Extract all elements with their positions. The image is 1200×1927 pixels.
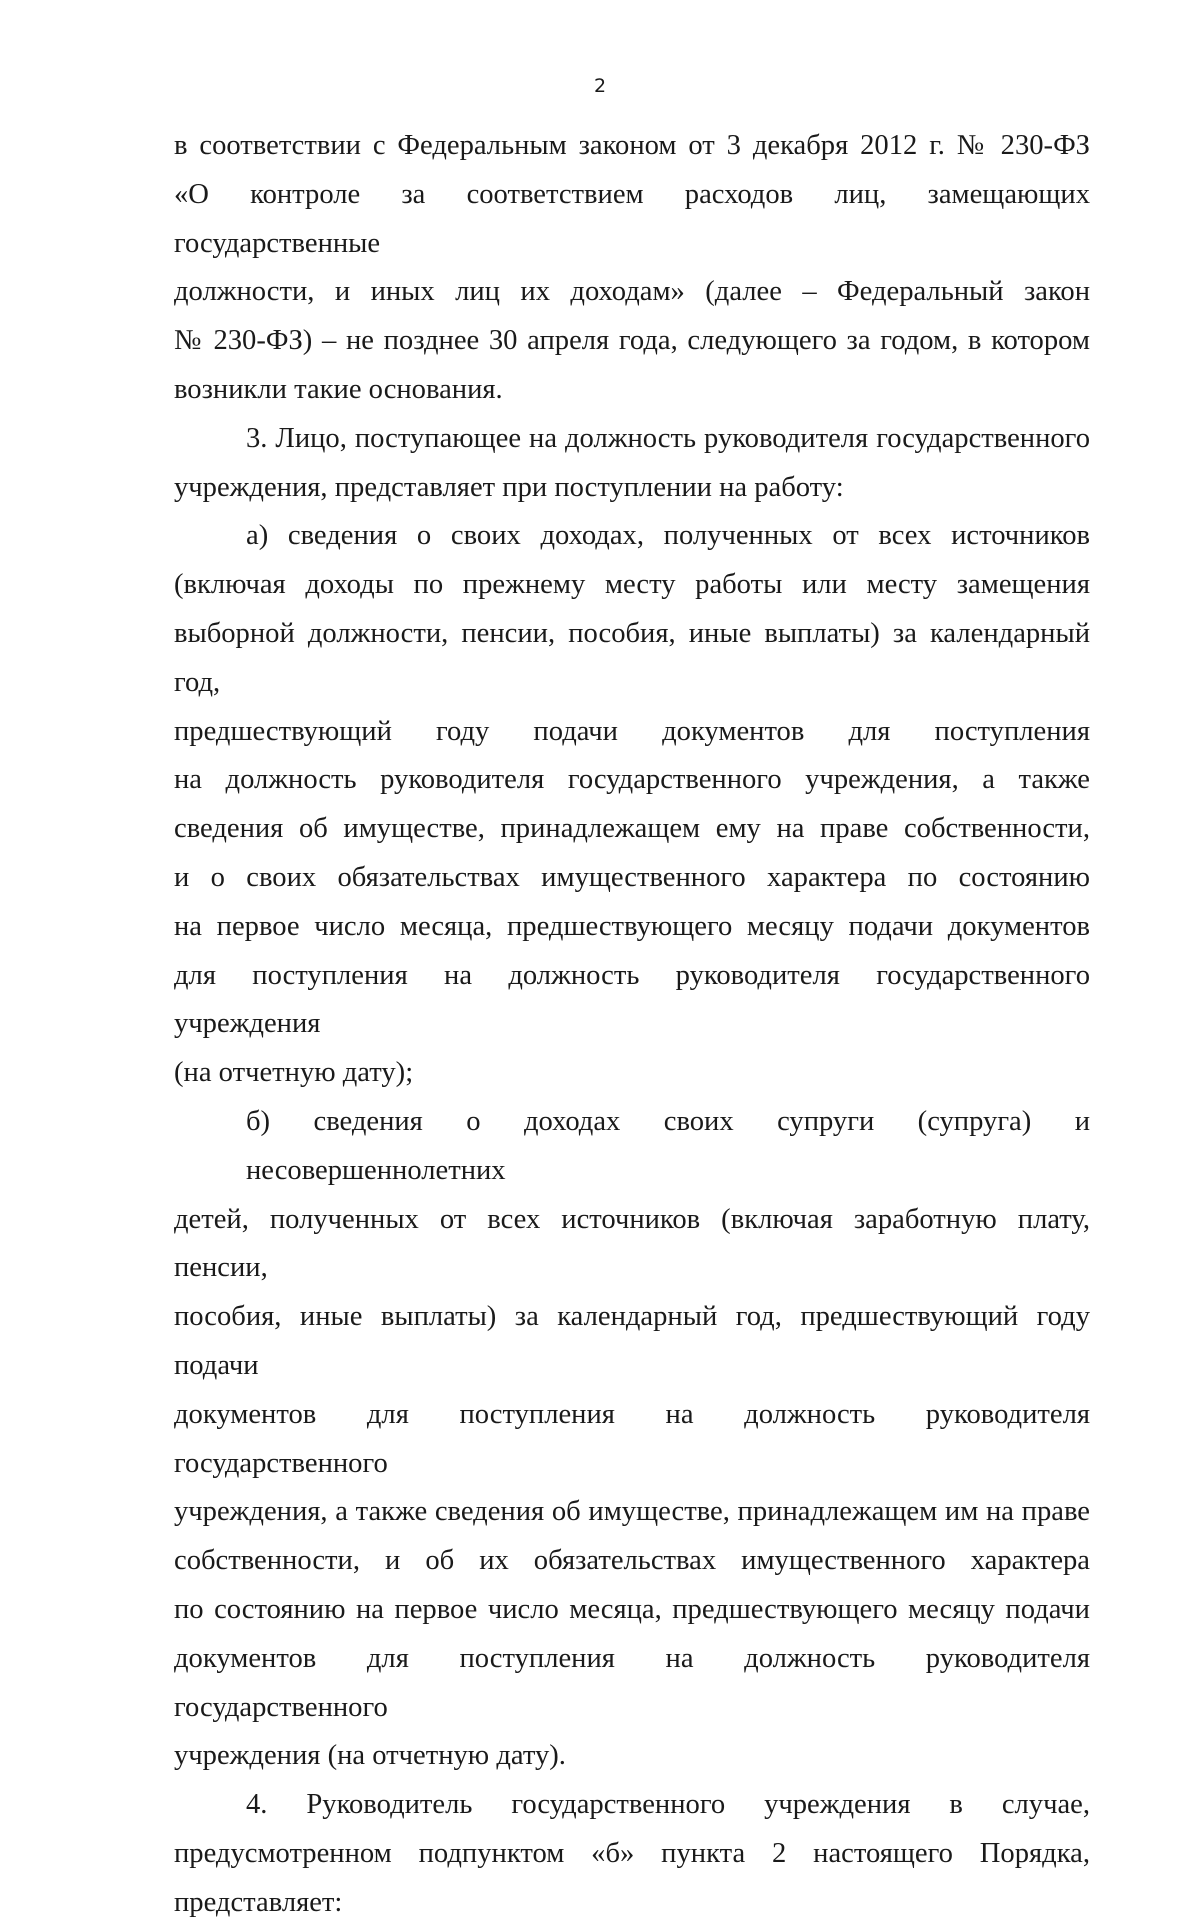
text-line: на первое число месяца, предшествующего месяцу подачи документов xyxy=(174,910,1090,942)
text-line: собственности, и об их обязательствах имущественного характера xyxy=(174,1545,1090,1577)
document-body xyxy=(174,122,1090,1927)
text-line: в соответствии с Федеральным законом от 3 декабря 2012 г. № 230-ФЗ xyxy=(174,130,1090,161)
text-line: учреждения (на отчетную дату). xyxy=(174,1740,566,1772)
paragraph-item-3 xyxy=(174,415,1090,513)
paragraph-item-3a xyxy=(174,512,1090,1098)
text-line: по состоянию на первое число месяца, предшествующего месяцу подачи xyxy=(174,1593,1090,1625)
text-line: на должность руководителя государственного учреждения, а также xyxy=(174,764,1090,796)
text-line: (включая доходы по прежнему месту работы или месту замещения xyxy=(174,569,1090,601)
text-line: учреждения, а также сведения об имуществе, принадлежащем им на праве xyxy=(174,1496,1090,1528)
text-line: (на отчетную дату); xyxy=(174,1057,414,1089)
page-number: 2 xyxy=(593,75,607,97)
text-line: 3. Лицо, поступающее на должность руководителя государственного xyxy=(246,422,1090,454)
text-line: детей, полученных от всех источников (включая заработную плату, пенсии, xyxy=(174,1203,1090,1284)
text-line: 4. Руководитель государственного учреждения в случае, xyxy=(246,1789,1090,1821)
paragraph-item-4 xyxy=(174,1781,1090,1927)
text-line: предусмотренном подпунктом «б» пункта 2 настоящего Порядка, xyxy=(174,1837,1090,1869)
text-line: для поступления на должность руководителя государственного учреждения xyxy=(174,959,1090,1040)
text-line: документов для поступления на должность руководителя государственного xyxy=(174,1398,1090,1479)
text-line: и о своих обязательствах имущественного характера по состоянию xyxy=(174,861,1090,893)
text-line: № 230-ФЗ) – не позднее 30 апреля года, следующего за годом, в котором xyxy=(174,325,1090,357)
text-line: сведения об имуществе, принадлежащем ему на праве собственности, xyxy=(174,813,1090,845)
text-line: возникли такие основания. xyxy=(174,373,503,405)
text-line: а) сведения о своих доходах, полученных от всех источников xyxy=(246,520,1090,552)
text-line: документов для поступления на должность руководителя государственного xyxy=(174,1642,1090,1723)
text-line: представляет: xyxy=(174,1886,343,1918)
text-line: «О контроле за соответствием расходов лиц, замещающих государственные xyxy=(174,178,1090,259)
paragraph-item-3b xyxy=(174,1098,1090,1781)
text-line: пособия, иные выплаты) за календарный год, предшествующий году подачи xyxy=(174,1301,1090,1381)
text-line: предшествующий году подачи документов для поступления xyxy=(174,715,1090,747)
text-line: должности, и иных лиц их доходам» (далее – Федеральный закон xyxy=(174,276,1090,308)
text-line: б) сведения о доходах своих супруги (супруга) и несовершеннолетних xyxy=(246,1105,1090,1186)
paragraph-continuation xyxy=(174,122,1090,415)
text-line: выборной должности, пенсии, пособия, иные выплаты) за календарный год, xyxy=(174,617,1090,698)
text-line: учреждения, представляет при поступлении на работу: xyxy=(174,471,844,503)
